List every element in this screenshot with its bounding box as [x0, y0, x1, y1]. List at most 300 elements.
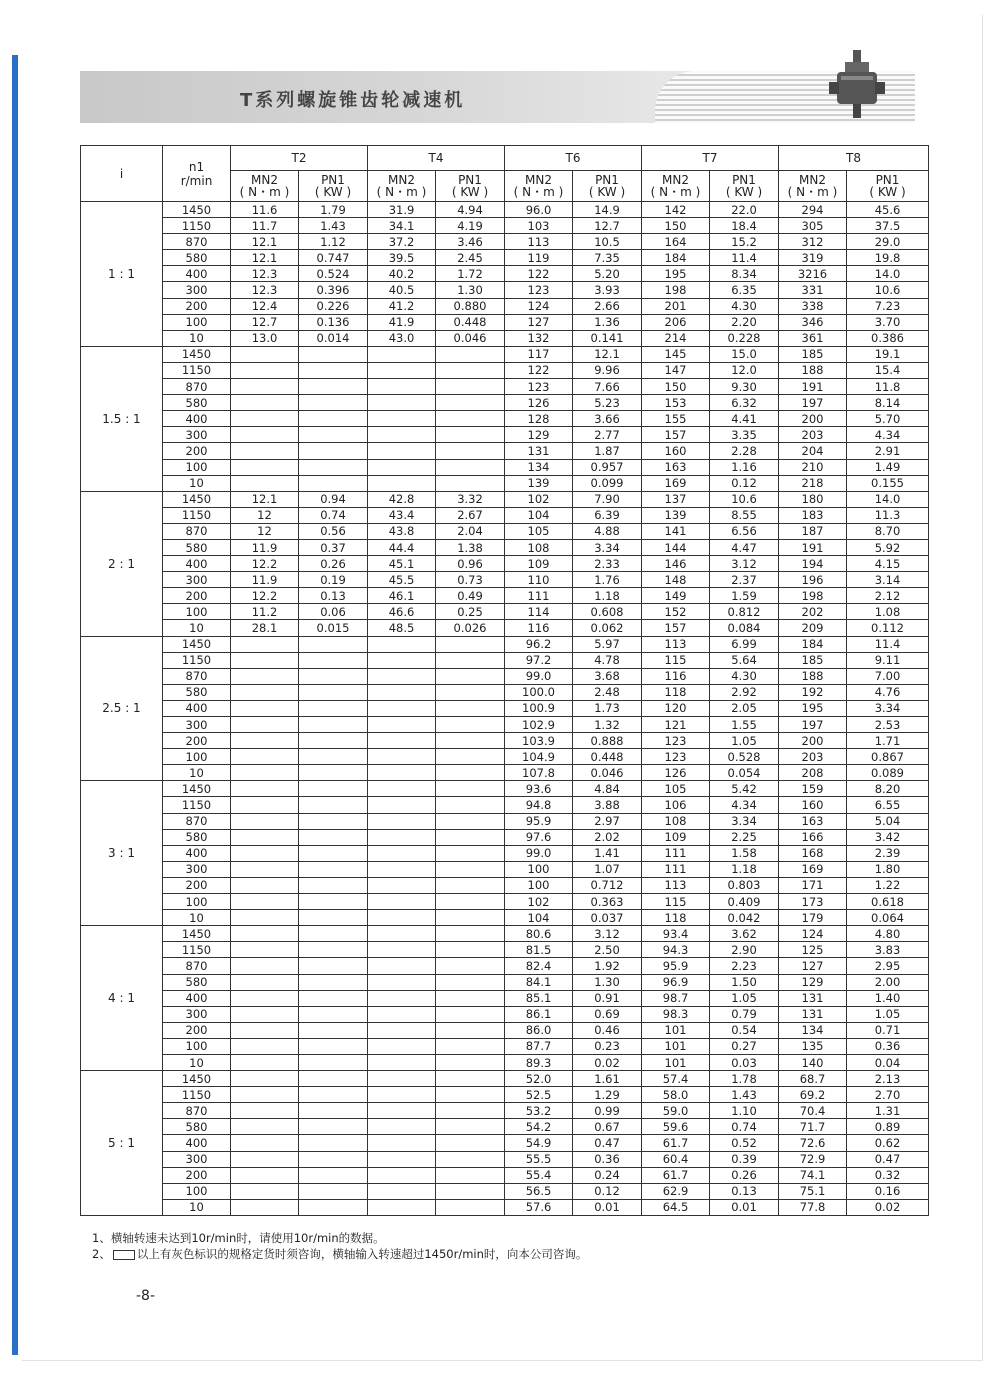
value-cell: 0.13 — [299, 588, 368, 604]
value-cell: 2.45 — [436, 250, 505, 266]
value-cell: 305 — [779, 218, 847, 234]
value-cell: 200 — [779, 411, 847, 427]
value-cell: 121 — [642, 717, 710, 733]
value-cell — [368, 910, 436, 926]
value-cell: 43.0 — [368, 330, 436, 346]
value-cell: 7.90 — [573, 491, 642, 507]
value-cell — [231, 765, 299, 781]
value-cell: 134 — [505, 459, 573, 475]
value-cell: 3.68 — [573, 668, 642, 684]
value-cell: 0.94 — [299, 491, 368, 507]
value-cell: 157 — [642, 620, 710, 636]
value-cell: 129 — [505, 427, 573, 443]
value-cell: 11.6 — [231, 202, 299, 218]
value-cell: 1.80 — [847, 861, 929, 877]
value-cell: 86.1 — [505, 1006, 573, 1022]
value-cell: 123 — [505, 282, 573, 298]
value-cell — [231, 346, 299, 362]
value-cell: 57.4 — [642, 1071, 710, 1087]
value-cell: 184 — [779, 636, 847, 652]
value-cell — [299, 749, 368, 765]
value-cell: 105 — [505, 523, 573, 539]
footnote-1: 1、横轴转速未达到10r/min时，请使用10r/min的数据。 — [92, 1231, 385, 1245]
value-cell: 72.6 — [779, 1135, 847, 1151]
value-cell: 137 — [642, 491, 710, 507]
value-cell — [368, 346, 436, 362]
value-cell: 11.3 — [847, 507, 929, 523]
table-row — [81, 845, 929, 861]
value-cell: 185 — [779, 346, 847, 362]
value-cell — [299, 379, 368, 395]
value-cell: 123 — [642, 733, 710, 749]
value-cell: 19.8 — [847, 250, 929, 266]
value-cell — [368, 781, 436, 797]
value-cell: 1.05 — [710, 733, 779, 749]
value-cell: 147 — [642, 362, 710, 378]
value-cell — [436, 459, 505, 475]
value-cell: 2.20 — [710, 314, 779, 330]
value-cell: 3.46 — [436, 234, 505, 250]
value-cell — [299, 942, 368, 958]
table-row — [81, 958, 929, 974]
value-cell: 0.25 — [436, 604, 505, 620]
value-cell — [368, 797, 436, 813]
value-cell: 110 — [505, 572, 573, 588]
value-cell: 5.64 — [710, 652, 779, 668]
value-cell: 124 — [505, 298, 573, 314]
value-cell: 95.9 — [505, 813, 573, 829]
value-cell: 163 — [642, 459, 710, 475]
speed-cell: 400 — [163, 411, 231, 427]
value-cell: 331 — [779, 282, 847, 298]
value-cell: 0.12 — [710, 475, 779, 491]
value-cell: 4.34 — [847, 427, 929, 443]
value-cell: 131 — [779, 990, 847, 1006]
value-cell: 0.037 — [573, 910, 642, 926]
value-cell: 19.1 — [847, 346, 929, 362]
table-row — [81, 218, 929, 234]
value-cell: 41.2 — [368, 298, 436, 314]
table-row — [81, 829, 929, 845]
speed-cell: 300 — [163, 282, 231, 298]
value-cell — [231, 636, 299, 652]
value-cell: 142 — [642, 202, 710, 218]
value-cell: 12.7 — [231, 314, 299, 330]
value-cell — [368, 813, 436, 829]
value-cell: 125 — [779, 942, 847, 958]
value-cell: 98.3 — [642, 1006, 710, 1022]
value-cell: 54.9 — [505, 1135, 573, 1151]
value-cell: 128 — [505, 411, 573, 427]
value-cell: 123 — [505, 379, 573, 395]
value-cell: 99.0 — [505, 845, 573, 861]
speed-cell: 200 — [163, 588, 231, 604]
value-cell: 0.608 — [573, 604, 642, 620]
value-cell — [299, 1167, 368, 1183]
speed-cell: 400 — [163, 556, 231, 572]
table-row — [81, 330, 929, 346]
value-cell: 0.747 — [299, 250, 368, 266]
value-cell — [299, 1135, 368, 1151]
value-cell: 0.112 — [847, 620, 929, 636]
value-cell — [299, 684, 368, 700]
value-cell: 4.19 — [436, 218, 505, 234]
value-cell: 361 — [779, 330, 847, 346]
value-cell: 2.95 — [847, 958, 929, 974]
value-cell — [299, 797, 368, 813]
table-row — [81, 202, 929, 218]
value-cell — [436, 813, 505, 829]
value-cell — [368, 749, 436, 765]
value-cell: 2.91 — [847, 443, 929, 459]
value-cell: 2.67 — [436, 507, 505, 523]
value-cell: 40.5 — [368, 282, 436, 298]
value-cell: 155 — [642, 411, 710, 427]
value-cell: 0.74 — [710, 1119, 779, 1135]
value-cell — [368, 1119, 436, 1135]
value-cell — [299, 1103, 368, 1119]
value-cell — [231, 1199, 299, 1215]
value-cell — [368, 1038, 436, 1054]
value-cell: 12.1 — [231, 234, 299, 250]
value-cell — [436, 733, 505, 749]
value-cell: 109 — [642, 829, 710, 845]
value-cell — [231, 1087, 299, 1103]
table-row — [81, 282, 929, 298]
value-cell: 0.99 — [573, 1103, 642, 1119]
value-cell: 0.448 — [573, 749, 642, 765]
value-cell: 214 — [642, 330, 710, 346]
footnote-2: 2、 以上有灰色标识的规格定货时须咨询，横轴输入转速超过1450r/min时，向本公司咨询。 — [92, 1247, 588, 1261]
value-cell — [299, 1022, 368, 1038]
value-cell: 122 — [505, 362, 573, 378]
value-cell: 0.363 — [573, 894, 642, 910]
value-cell — [436, 684, 505, 700]
value-cell — [231, 1167, 299, 1183]
value-cell: 0.046 — [573, 765, 642, 781]
value-cell — [231, 700, 299, 716]
value-cell — [299, 427, 368, 443]
header-model-t2: T2 — [231, 146, 368, 171]
table-row — [81, 491, 929, 507]
value-cell: 126 — [505, 395, 573, 411]
table-row — [81, 942, 929, 958]
value-cell: 59.0 — [642, 1103, 710, 1119]
speed-cell: 1150 — [163, 1087, 231, 1103]
value-cell: 1.08 — [847, 604, 929, 620]
value-cell — [299, 1071, 368, 1087]
value-cell: 111 — [505, 588, 573, 604]
value-cell — [436, 845, 505, 861]
value-cell: 3.66 — [573, 411, 642, 427]
value-cell: 15.4 — [847, 362, 929, 378]
value-cell: 203 — [779, 749, 847, 765]
subheader-pn1: PN1 ( KW ) — [847, 171, 929, 202]
speed-cell: 580 — [163, 250, 231, 266]
value-cell: 12.4 — [231, 298, 299, 314]
speed-cell: 400 — [163, 1135, 231, 1151]
value-cell: 102.9 — [505, 717, 573, 733]
value-cell — [231, 861, 299, 877]
table-row — [81, 861, 929, 877]
value-cell — [436, 781, 505, 797]
value-cell: 68.7 — [779, 1071, 847, 1087]
table-row — [81, 475, 929, 491]
value-cell: 104 — [505, 507, 573, 523]
table-row — [81, 1167, 929, 1183]
value-cell: 0.026 — [436, 620, 505, 636]
value-cell: 108 — [505, 539, 573, 555]
value-cell: 141 — [642, 523, 710, 539]
value-cell — [368, 475, 436, 491]
value-cell — [368, 700, 436, 716]
value-cell: 5.97 — [573, 636, 642, 652]
value-cell — [436, 1022, 505, 1038]
value-cell: 1.07 — [573, 861, 642, 877]
value-cell — [368, 1183, 436, 1199]
page-header — [80, 66, 915, 126]
speed-cell: 870 — [163, 1103, 231, 1119]
value-cell: 0.618 — [847, 894, 929, 910]
value-cell — [299, 861, 368, 877]
value-cell: 43.4 — [368, 507, 436, 523]
value-cell — [368, 411, 436, 427]
value-cell — [436, 765, 505, 781]
value-cell — [299, 362, 368, 378]
value-cell: 1.29 — [573, 1087, 642, 1103]
value-cell — [231, 1183, 299, 1199]
value-cell — [231, 733, 299, 749]
value-cell: 123 — [642, 749, 710, 765]
value-cell: 160 — [779, 797, 847, 813]
value-cell: 210 — [779, 459, 847, 475]
value-cell: 3.83 — [847, 942, 929, 958]
table-row — [81, 459, 929, 475]
value-cell: 3.32 — [436, 491, 505, 507]
value-cell: 0.014 — [299, 330, 368, 346]
speed-cell: 10 — [163, 475, 231, 491]
value-cell: 192 — [779, 684, 847, 700]
table-row — [81, 1103, 929, 1119]
gearbox-icon — [827, 48, 887, 123]
value-cell — [231, 1135, 299, 1151]
value-cell: 124 — [779, 926, 847, 942]
value-cell: 12.1 — [231, 491, 299, 507]
value-cell: 0.37 — [299, 539, 368, 555]
value-cell: 3.34 — [847, 700, 929, 716]
value-cell — [436, 652, 505, 668]
value-cell: 34.1 — [368, 218, 436, 234]
speed-cell: 1150 — [163, 652, 231, 668]
value-cell — [368, 1054, 436, 1070]
value-cell: 0.89 — [847, 1119, 929, 1135]
value-cell: 127 — [505, 314, 573, 330]
value-cell — [368, 1103, 436, 1119]
value-cell: 3.12 — [573, 926, 642, 942]
value-cell: 1.73 — [573, 700, 642, 716]
value-cell: 0.71 — [847, 1022, 929, 1038]
table-row — [81, 765, 929, 781]
value-cell: 111 — [642, 845, 710, 861]
value-cell — [231, 845, 299, 861]
value-cell: 0.32 — [847, 1167, 929, 1183]
value-cell: 101 — [642, 1022, 710, 1038]
value-cell: 179 — [779, 910, 847, 926]
speed-cell: 1450 — [163, 781, 231, 797]
value-cell: 0.136 — [299, 314, 368, 330]
value-cell: 56.5 — [505, 1183, 573, 1199]
value-cell — [368, 1151, 436, 1167]
value-cell: 1.30 — [573, 974, 642, 990]
value-cell: 0.01 — [573, 1199, 642, 1215]
table-row — [81, 877, 929, 893]
value-cell — [231, 1054, 299, 1070]
value-cell: 2.50 — [573, 942, 642, 958]
table-row — [81, 250, 929, 266]
value-cell — [231, 411, 299, 427]
value-cell: 94.8 — [505, 797, 573, 813]
value-cell: 2.28 — [710, 443, 779, 459]
value-cell — [299, 475, 368, 491]
value-cell: 194 — [779, 556, 847, 572]
value-cell — [368, 1199, 436, 1215]
speed-cell: 200 — [163, 298, 231, 314]
value-cell: 2.90 — [710, 942, 779, 958]
value-cell: 3.70 — [847, 314, 929, 330]
value-cell: 0.099 — [573, 475, 642, 491]
value-cell — [368, 877, 436, 893]
value-cell: 3.12 — [710, 556, 779, 572]
value-cell: 4.41 — [710, 411, 779, 427]
value-cell: 122 — [505, 266, 573, 282]
value-cell — [231, 910, 299, 926]
value-cell: 53.2 — [505, 1103, 573, 1119]
ratio-cell: 4 : 1 — [81, 926, 163, 1071]
value-cell: 119 — [505, 250, 573, 266]
speed-cell: 200 — [163, 1022, 231, 1038]
header-ratio: i — [81, 146, 163, 202]
value-cell: 1.76 — [573, 572, 642, 588]
value-cell: 97.6 — [505, 829, 573, 845]
value-cell: 171 — [779, 877, 847, 893]
value-cell: 6.39 — [573, 507, 642, 523]
value-cell — [368, 668, 436, 684]
value-cell — [299, 910, 368, 926]
value-cell: 1.40 — [847, 990, 929, 1006]
value-cell: 8.55 — [710, 507, 779, 523]
value-cell — [299, 813, 368, 829]
table-row — [81, 636, 929, 652]
value-cell: 95.9 — [642, 958, 710, 974]
value-cell: 2.48 — [573, 684, 642, 700]
value-cell: 149 — [642, 588, 710, 604]
value-cell: 2.97 — [573, 813, 642, 829]
speed-cell: 1150 — [163, 218, 231, 234]
value-cell — [368, 427, 436, 443]
value-cell: 118 — [642, 684, 710, 700]
value-cell: 1.72 — [436, 266, 505, 282]
value-cell: 6.99 — [710, 636, 779, 652]
value-cell — [436, 1135, 505, 1151]
value-cell: 13.0 — [231, 330, 299, 346]
value-cell: 1.18 — [573, 588, 642, 604]
ratio-cell: 1.5 : 1 — [81, 346, 163, 491]
value-cell — [299, 1199, 368, 1215]
table-row — [81, 346, 929, 362]
table-row — [81, 1022, 929, 1038]
value-cell — [299, 1183, 368, 1199]
value-cell — [368, 990, 436, 1006]
value-cell — [231, 1119, 299, 1135]
value-cell — [299, 829, 368, 845]
value-cell: 319 — [779, 250, 847, 266]
page-number: -8- — [136, 1288, 156, 1304]
value-cell: 1.87 — [573, 443, 642, 459]
subheader-pn1: PN1 ( KW ) — [573, 171, 642, 202]
value-cell — [299, 443, 368, 459]
value-cell — [368, 1167, 436, 1183]
value-cell: 3.34 — [573, 539, 642, 555]
value-cell — [299, 717, 368, 733]
value-cell: 1.22 — [847, 877, 929, 893]
value-cell — [368, 958, 436, 974]
value-cell: 201 — [642, 298, 710, 314]
value-cell: 113 — [642, 636, 710, 652]
table-row — [81, 395, 929, 411]
value-cell: 0.06 — [299, 604, 368, 620]
value-cell — [231, 717, 299, 733]
value-cell — [231, 749, 299, 765]
value-cell: 0.96 — [436, 556, 505, 572]
gray-marker-box — [113, 1250, 135, 1260]
value-cell — [436, 877, 505, 893]
value-cell: 1.50 — [710, 974, 779, 990]
value-cell — [436, 1054, 505, 1070]
value-cell: 3.14 — [847, 572, 929, 588]
value-cell: 28.1 — [231, 620, 299, 636]
value-cell: 6.32 — [710, 395, 779, 411]
value-cell: 9.30 — [710, 379, 779, 395]
value-cell: 104 — [505, 910, 573, 926]
value-cell: 11.4 — [847, 636, 929, 652]
value-cell — [231, 684, 299, 700]
value-cell — [299, 411, 368, 427]
speed-cell: 100 — [163, 1038, 231, 1054]
table-row — [81, 314, 929, 330]
value-cell — [436, 379, 505, 395]
value-cell: 98.7 — [642, 990, 710, 1006]
subheader-mn2: MN2 ( N・m ) — [368, 171, 436, 202]
table-row — [81, 749, 929, 765]
value-cell: 1.05 — [847, 1006, 929, 1022]
value-cell — [299, 636, 368, 652]
table-row — [81, 781, 929, 797]
value-cell: 157 — [642, 427, 710, 443]
speed-cell: 1150 — [163, 942, 231, 958]
value-cell: 0.52 — [710, 1135, 779, 1151]
speed-cell: 10 — [163, 910, 231, 926]
value-cell: 0.155 — [847, 475, 929, 491]
value-cell: 0.02 — [847, 1199, 929, 1215]
value-cell: 0.386 — [847, 330, 929, 346]
value-cell: 2.33 — [573, 556, 642, 572]
value-cell: 2.77 — [573, 427, 642, 443]
speed-cell: 300 — [163, 861, 231, 877]
value-cell: 0.448 — [436, 314, 505, 330]
value-cell: 131 — [779, 1006, 847, 1022]
value-cell: 46.1 — [368, 588, 436, 604]
value-cell — [368, 765, 436, 781]
